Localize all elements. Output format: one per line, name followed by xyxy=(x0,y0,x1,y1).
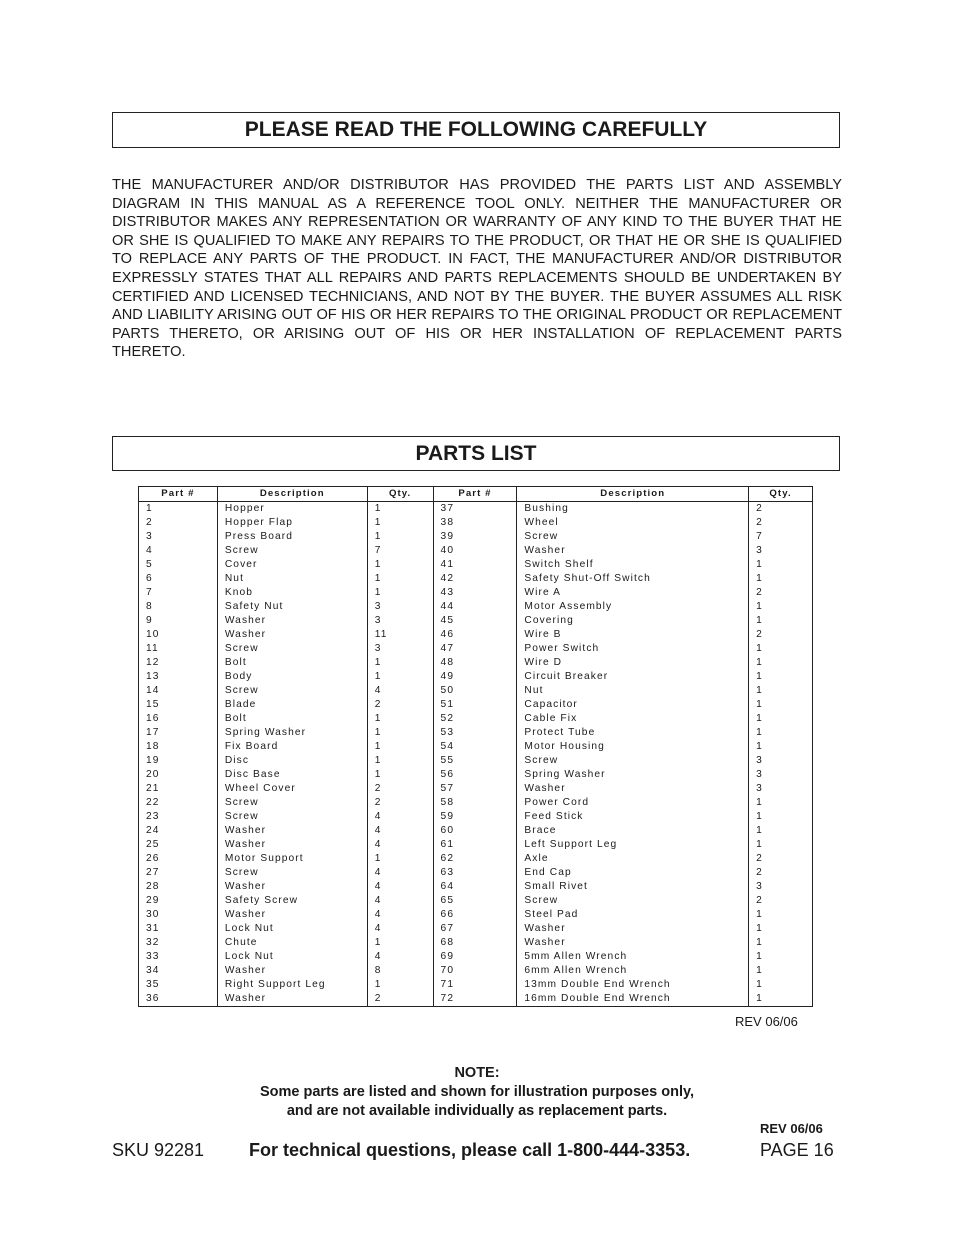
cell-qty: 2 xyxy=(749,516,813,530)
cell-qty: 1 xyxy=(749,670,813,684)
cell-description: Bushing xyxy=(517,502,749,517)
cell-qty: 2 xyxy=(749,502,813,517)
cell-description: Screw xyxy=(217,796,367,810)
table-row xyxy=(139,586,813,600)
cell-qty: 1 xyxy=(367,572,433,586)
cell-part-number: 64 xyxy=(433,880,517,894)
cell-part-number: 71 xyxy=(433,978,517,992)
cell-part-number: 41 xyxy=(433,558,517,572)
table-row xyxy=(139,992,813,1007)
cell-part-number: 35 xyxy=(139,978,218,992)
table-row xyxy=(139,810,813,824)
cell-description: Washer xyxy=(517,936,749,950)
cell-qty: 1 xyxy=(749,656,813,670)
cell-description: Disc xyxy=(217,754,367,768)
table-row xyxy=(139,628,813,642)
cell-description: Motor Support xyxy=(217,852,367,866)
footer-support-phone: For technical questions, please call 1-800-444-3353. xyxy=(249,1140,691,1160)
table-row xyxy=(139,866,813,880)
table-row xyxy=(139,502,813,517)
cell-description: Screw xyxy=(517,530,749,544)
parts-table-body xyxy=(139,502,813,1007)
cell-description: Wire A xyxy=(517,586,749,600)
cell-part-number: 13 xyxy=(139,670,218,684)
cell-qty: 4 xyxy=(367,866,433,880)
table-row xyxy=(139,950,813,964)
table-row xyxy=(139,964,813,978)
header-qty: Qty. xyxy=(367,487,433,502)
cell-part-number: 33 xyxy=(139,950,218,964)
cell-qty: 1 xyxy=(749,642,813,656)
cell-part-number: 28 xyxy=(139,880,218,894)
table-row xyxy=(139,782,813,796)
cell-qty: 2 xyxy=(749,866,813,880)
cell-description: Washer xyxy=(217,992,367,1007)
cell-description: Washer xyxy=(217,824,367,838)
table-row xyxy=(139,572,813,586)
table-row xyxy=(139,880,813,894)
cell-description: Nut xyxy=(217,572,367,586)
footer-sku: SKU 92281 xyxy=(112,1140,205,1160)
cell-part-number: 26 xyxy=(139,852,218,866)
cell-description: Spring Washer xyxy=(517,768,749,782)
cell-description: Knob xyxy=(217,586,367,600)
cell-description: Bolt xyxy=(217,656,367,670)
table-row xyxy=(139,698,813,712)
cell-description: Chute xyxy=(217,936,367,950)
cell-description: Bolt xyxy=(217,712,367,726)
cell-part-number: 29 xyxy=(139,894,218,908)
cell-qty: 1 xyxy=(367,712,433,726)
table-row xyxy=(139,614,813,628)
cell-qty: 3 xyxy=(367,600,433,614)
cell-qty: 1 xyxy=(749,796,813,810)
cell-qty: 1 xyxy=(749,600,813,614)
table-row xyxy=(139,838,813,852)
cell-description: 6mm Allen Wrench xyxy=(517,964,749,978)
cell-qty: 4 xyxy=(367,922,433,936)
cell-qty: 3 xyxy=(749,782,813,796)
cell-part-number: 14 xyxy=(139,684,218,698)
cell-qty: 1 xyxy=(749,936,813,950)
cell-part-number: 16 xyxy=(139,712,218,726)
cell-part-number: 24 xyxy=(139,824,218,838)
cell-qty: 1 xyxy=(749,726,813,740)
cell-part-number: 48 xyxy=(433,656,517,670)
cell-part-number: 46 xyxy=(433,628,517,642)
cell-part-number: 6 xyxy=(139,572,218,586)
cell-qty: 3 xyxy=(367,642,433,656)
table-row xyxy=(139,656,813,670)
cell-description: Circuit Breaker xyxy=(517,670,749,684)
cell-part-number: 67 xyxy=(433,922,517,936)
cell-part-number: 52 xyxy=(433,712,517,726)
table-revision: REV 06/06 xyxy=(735,1014,798,1029)
cell-description: Spring Washer xyxy=(217,726,367,740)
cell-description: Washer xyxy=(517,544,749,558)
cell-qty: 1 xyxy=(749,908,813,922)
table-row xyxy=(139,670,813,684)
footer-revision: REV 06/06 xyxy=(760,1121,823,1136)
cell-qty: 2 xyxy=(749,586,813,600)
cell-qty: 1 xyxy=(367,502,433,517)
cell-part-number: 31 xyxy=(139,922,218,936)
cell-description: Screw xyxy=(217,866,367,880)
cell-qty: 4 xyxy=(367,894,433,908)
cell-qty: 1 xyxy=(749,698,813,712)
cell-part-number: 68 xyxy=(433,936,517,950)
cell-qty: 4 xyxy=(367,810,433,824)
cell-qty: 7 xyxy=(367,544,433,558)
cell-qty: 1 xyxy=(367,936,433,950)
cell-part-number: 34 xyxy=(139,964,218,978)
cell-part-number: 22 xyxy=(139,796,218,810)
cell-part-number: 5 xyxy=(139,558,218,572)
cell-description: Safety Shut-Off Switch xyxy=(517,572,749,586)
table-row xyxy=(139,600,813,614)
table-row xyxy=(139,530,813,544)
cell-qty: 4 xyxy=(367,838,433,852)
cell-description: Motor Assembly xyxy=(517,600,749,614)
cell-qty: 1 xyxy=(367,530,433,544)
cell-qty: 3 xyxy=(367,614,433,628)
cell-part-number: 72 xyxy=(433,992,517,1007)
cell-description: Brace xyxy=(517,824,749,838)
cell-qty: 1 xyxy=(367,852,433,866)
cell-part-number: 10 xyxy=(139,628,218,642)
cell-description: Nut xyxy=(517,684,749,698)
cell-part-number: 40 xyxy=(433,544,517,558)
cell-part-number: 9 xyxy=(139,614,218,628)
cell-qty: 1 xyxy=(367,740,433,754)
cell-qty: 1 xyxy=(749,922,813,936)
cell-part-number: 54 xyxy=(433,740,517,754)
table-row xyxy=(139,796,813,810)
cell-description: Disc Base xyxy=(217,768,367,782)
cell-part-number: 17 xyxy=(139,726,218,740)
cell-qty: 4 xyxy=(367,950,433,964)
cell-qty: 1 xyxy=(367,516,433,530)
cell-part-number: 11 xyxy=(139,642,218,656)
cell-description: Power Switch xyxy=(517,642,749,656)
cell-description: Small Rivet xyxy=(517,880,749,894)
table-row xyxy=(139,516,813,530)
cell-part-number: 12 xyxy=(139,656,218,670)
cell-description: 16mm Double End Wrench xyxy=(517,992,749,1007)
cell-description: Press Board xyxy=(217,530,367,544)
cell-part-number: 18 xyxy=(139,740,218,754)
cell-part-number: 15 xyxy=(139,698,218,712)
cell-qty: 1 xyxy=(367,754,433,768)
cell-qty: 1 xyxy=(367,978,433,992)
cell-qty: 2 xyxy=(367,698,433,712)
cell-qty: 1 xyxy=(749,614,813,628)
cell-part-number: 27 xyxy=(139,866,218,880)
table-row xyxy=(139,908,813,922)
cell-part-number: 58 xyxy=(433,796,517,810)
cell-description: Washer xyxy=(517,922,749,936)
cell-description: Screw xyxy=(517,754,749,768)
cell-description: Washer xyxy=(217,628,367,642)
cell-qty: 2 xyxy=(749,894,813,908)
cell-qty: 1 xyxy=(749,558,813,572)
cell-description: Screw xyxy=(217,544,367,558)
cell-description: Screw xyxy=(217,810,367,824)
table-row xyxy=(139,684,813,698)
cell-qty: 3 xyxy=(749,768,813,782)
cell-part-number: 70 xyxy=(433,964,517,978)
cell-part-number: 59 xyxy=(433,810,517,824)
table-row xyxy=(139,642,813,656)
parts-table-header xyxy=(139,487,813,502)
note-heading: NOTE: xyxy=(454,1065,500,1081)
cell-qty: 1 xyxy=(749,978,813,992)
header-part-number: Part # xyxy=(139,487,218,502)
header-description: Description xyxy=(217,487,367,502)
cell-part-number: 7 xyxy=(139,586,218,600)
cell-qty: 1 xyxy=(367,558,433,572)
cell-part-number: 44 xyxy=(433,600,517,614)
cell-description: Screw xyxy=(517,894,749,908)
table-row xyxy=(139,712,813,726)
cell-part-number: 2 xyxy=(139,516,218,530)
cell-description: Protect Tube xyxy=(517,726,749,740)
cell-part-number: 20 xyxy=(139,768,218,782)
table-row xyxy=(139,544,813,558)
table-row xyxy=(139,824,813,838)
parts-table xyxy=(138,486,813,1007)
warning-title: PLEASE READ THE FOLLOWING CAREFULLY xyxy=(112,112,840,148)
cell-part-number: 39 xyxy=(433,530,517,544)
cell-part-number: 3 xyxy=(139,530,218,544)
table-row xyxy=(139,894,813,908)
cell-part-number: 38 xyxy=(433,516,517,530)
cell-qty: 8 xyxy=(367,964,433,978)
header-part-number: Part # xyxy=(433,487,517,502)
cell-qty: 1 xyxy=(367,726,433,740)
cell-qty: 1 xyxy=(367,656,433,670)
cell-qty: 4 xyxy=(367,908,433,922)
cell-description: Washer xyxy=(217,908,367,922)
cell-part-number: 69 xyxy=(433,950,517,964)
cell-description: Safety Screw xyxy=(217,894,367,908)
cell-part-number: 8 xyxy=(139,600,218,614)
cell-description: Wheel xyxy=(517,516,749,530)
cell-qty: 11 xyxy=(367,628,433,642)
cell-part-number: 55 xyxy=(433,754,517,768)
cell-description: End Cap xyxy=(517,866,749,880)
cell-part-number: 45 xyxy=(433,614,517,628)
cell-qty: 1 xyxy=(749,572,813,586)
disclaimer-text: THE MANUFACTURER AND/OR DISTRIBUTOR HAS PROVIDED THE PARTS LIST AND ASSEMBLY DIAGRAM IN THIS MANUAL AS A REFERENCE TOOL ONLY. NEITHER THE MANUFACTURER OR DISTRIBUTOR MAKES ANY REPRESENTATION OR WARRANTY OF ANY KIND TO THE BUYER THAT HE OR SHE IS QUALIFIED TO MAKE ANY REPAIRS TO THE PRODUCT, OR THAT HE OR SHE IS QUALIFIED TO REPLACE ANY PARTS OF THE PRODUCT. IN FACT, THE MANUFACTURER AND/OR DISTRIBUTOR EXPRESSLY STATES THAT ALL REPAIRS AND PARTS REPLACEMENTS SHOULD BE UNDERTAKEN BY CERTIFIED AND LICENSED TECHNICIANS, AND NOT BY THE BUYER. THE BUYER ASSUMES ALL RISK AND LIABILITY ARISING OUT OF HIS OR HER REPAIRS TO THE ORIGINAL PRODUCT OR REPLACEMENT PARTS THERETO, OR ARISING OUT OF HIS OR HER INSTALLATION OF REPLACEMENT PARTS THERETO. xyxy=(112,177,842,361)
cell-part-number: 25 xyxy=(139,838,218,852)
cell-qty: 1 xyxy=(749,712,813,726)
cell-qty: 3 xyxy=(749,544,813,558)
cell-description: Steel Pad xyxy=(517,908,749,922)
table-row xyxy=(139,740,813,754)
cell-description: Washer xyxy=(217,880,367,894)
cell-description: Capacitor xyxy=(517,698,749,712)
cell-qty: 1 xyxy=(749,950,813,964)
cell-description: Cover xyxy=(217,558,367,572)
cell-qty: 2 xyxy=(367,992,433,1007)
cell-description: Cable Fix xyxy=(517,712,749,726)
cell-part-number: 4 xyxy=(139,544,218,558)
cell-description: Body xyxy=(217,670,367,684)
cell-description: 5mm Allen Wrench xyxy=(517,950,749,964)
cell-qty: 3 xyxy=(749,754,813,768)
cell-qty: 7 xyxy=(749,530,813,544)
cell-description: Feed Stick xyxy=(517,810,749,824)
cell-qty: 3 xyxy=(749,880,813,894)
cell-part-number: 36 xyxy=(139,992,218,1007)
cell-part-number: 21 xyxy=(139,782,218,796)
cell-description: Screw xyxy=(217,684,367,698)
cell-part-number: 61 xyxy=(433,838,517,852)
cell-qty: 1 xyxy=(367,768,433,782)
cell-qty: 1 xyxy=(749,964,813,978)
cell-qty: 1 xyxy=(749,810,813,824)
cell-part-number: 53 xyxy=(433,726,517,740)
cell-part-number: 60 xyxy=(433,824,517,838)
footer-page-number: PAGE 16 xyxy=(760,1140,834,1160)
cell-description: Hopper Flap xyxy=(217,516,367,530)
parts-list-title: PARTS LIST xyxy=(112,436,840,471)
cell-part-number: 66 xyxy=(433,908,517,922)
table-row xyxy=(139,754,813,768)
cell-description: Washer xyxy=(217,964,367,978)
cell-qty: 1 xyxy=(367,670,433,684)
cell-description: Left Support Leg xyxy=(517,838,749,852)
cell-part-number: 57 xyxy=(433,782,517,796)
cell-part-number: 19 xyxy=(139,754,218,768)
cell-part-number: 50 xyxy=(433,684,517,698)
note-line-2: and are not available individually as replacement parts. xyxy=(286,1103,668,1119)
cell-description: Wire D xyxy=(517,656,749,670)
cell-qty: 4 xyxy=(367,684,433,698)
cell-qty: 1 xyxy=(749,824,813,838)
cell-description: Washer xyxy=(517,782,749,796)
cell-qty: 4 xyxy=(367,880,433,894)
cell-part-number: 62 xyxy=(433,852,517,866)
cell-description: Right Support Leg xyxy=(217,978,367,992)
cell-part-number: 23 xyxy=(139,810,218,824)
cell-part-number: 37 xyxy=(433,502,517,517)
cell-qty: 1 xyxy=(749,684,813,698)
cell-description: Screw xyxy=(217,642,367,656)
cell-qty: 4 xyxy=(367,824,433,838)
cell-description: Washer xyxy=(217,614,367,628)
cell-part-number: 63 xyxy=(433,866,517,880)
table-row xyxy=(139,936,813,950)
cell-qty: 2 xyxy=(749,628,813,642)
cell-description: Lock Nut xyxy=(217,922,367,936)
cell-description: Blade xyxy=(217,698,367,712)
table-row xyxy=(139,852,813,866)
cell-qty: 2 xyxy=(367,796,433,810)
cell-description: Hopper xyxy=(217,502,367,517)
table-row xyxy=(139,978,813,992)
cell-description: Wire B xyxy=(517,628,749,642)
cell-description: 13mm Double End Wrench xyxy=(517,978,749,992)
cell-description: Switch Shelf xyxy=(517,558,749,572)
cell-part-number: 51 xyxy=(433,698,517,712)
cell-description: Axle xyxy=(517,852,749,866)
cell-description: Wheel Cover xyxy=(217,782,367,796)
cell-part-number: 49 xyxy=(433,670,517,684)
cell-description: Motor Housing xyxy=(517,740,749,754)
cell-part-number: 42 xyxy=(433,572,517,586)
cell-description: Fix Board xyxy=(217,740,367,754)
cell-description: Covering xyxy=(517,614,749,628)
cell-qty: 1 xyxy=(749,740,813,754)
table-row xyxy=(139,726,813,740)
cell-part-number: 43 xyxy=(433,586,517,600)
cell-part-number: 1 xyxy=(139,502,218,517)
cell-part-number: 32 xyxy=(139,936,218,950)
cell-part-number: 56 xyxy=(433,768,517,782)
note-line-1: Some parts are listed and shown for illustration purposes only, xyxy=(259,1084,694,1100)
table-row xyxy=(139,558,813,572)
cell-part-number: 47 xyxy=(433,642,517,656)
cell-qty: 1 xyxy=(367,586,433,600)
header-qty: Qty. xyxy=(749,487,813,502)
cell-description: Lock Nut xyxy=(217,950,367,964)
cell-description: Safety Nut xyxy=(217,600,367,614)
cell-description: Washer xyxy=(217,838,367,852)
cell-qty: 1 xyxy=(749,838,813,852)
cell-part-number: 30 xyxy=(139,908,218,922)
cell-part-number: 65 xyxy=(433,894,517,908)
cell-qty: 2 xyxy=(749,852,813,866)
header-description: Description xyxy=(517,487,749,502)
table-row xyxy=(139,768,813,782)
cell-description: Power Cord xyxy=(517,796,749,810)
cell-qty: 1 xyxy=(749,992,813,1007)
cell-qty: 2 xyxy=(367,782,433,796)
table-row xyxy=(139,922,813,936)
